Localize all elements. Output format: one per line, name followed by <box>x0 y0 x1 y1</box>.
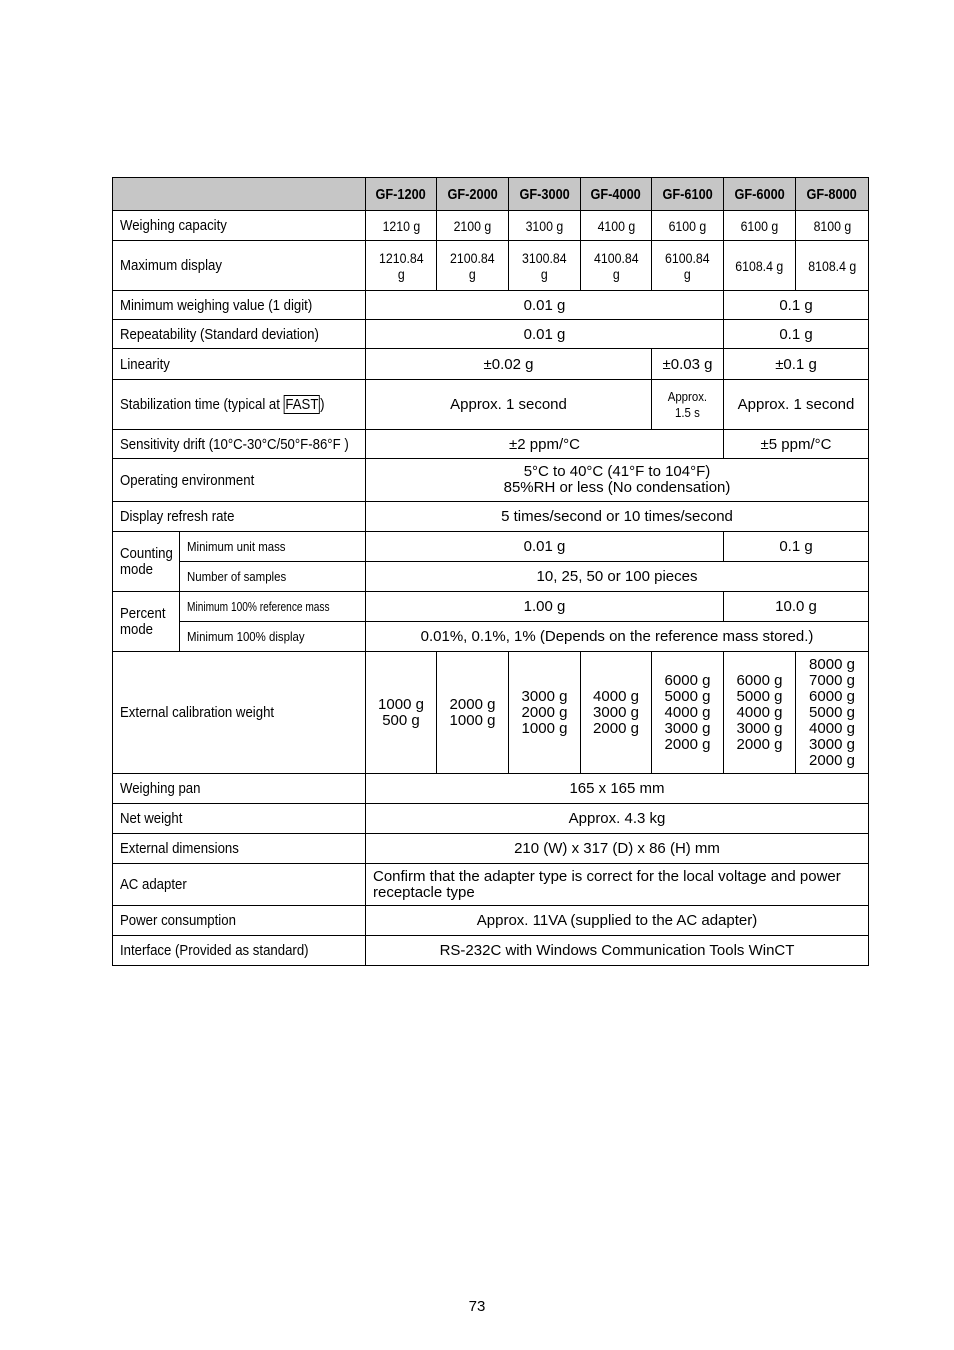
row-percent-ref-mass <box>113 592 869 622</box>
row-label: Minimum 100% display <box>180 622 366 652</box>
cell-value: 8108.4 g <box>796 241 869 291</box>
cell-value: 8000 g 7000 g 6000 g 5000 g 4000 g 3000 g 2000 g <box>796 652 869 774</box>
row-label: AC adapter <box>113 864 366 906</box>
row-calibration-weight <box>113 652 869 774</box>
row-label: Power consumption <box>113 906 366 936</box>
cell-value: Approx. 1.5 s <box>652 380 724 430</box>
model-header: GF-3000 <box>509 178 581 211</box>
cell-value: 0.1 g <box>724 532 869 562</box>
cell-value: Confirm that the adapter type is correct for the local voltage and power receptacle type <box>366 864 869 906</box>
cell-value: 0.01 g <box>366 320 724 349</box>
cell-value: 4100.84 g <box>581 241 652 291</box>
cell-value: 2000 g 1000 g <box>437 652 509 774</box>
cell-value: 165 x 165 mm <box>366 774 869 804</box>
cell-value: 0.01 g <box>366 291 724 320</box>
row-repeatability <box>113 320 869 349</box>
cell-value: 2100 g <box>437 211 509 241</box>
cell-value: 1210.84 g <box>366 241 437 291</box>
cell-value: ±2 ppm/°C <box>366 430 724 459</box>
row-weighing-capacity <box>113 211 869 241</box>
row-label: Net weight <box>113 804 366 834</box>
row-refresh-rate <box>113 502 869 532</box>
cell-value: 6000 g 5000 g 4000 g 3000 g 2000 g <box>652 652 724 774</box>
row-label: External dimensions <box>113 834 366 864</box>
row-counting-min-unit <box>113 532 869 562</box>
row-label: Operating environment <box>113 459 366 502</box>
row-weighing-pan <box>113 774 869 804</box>
row-label: Stabilization time (typical at FAST ) <box>113 380 366 430</box>
row-external-dimensions <box>113 834 869 864</box>
cell-value: 10.0 g <box>724 592 869 622</box>
cell-value: 1.00 g <box>366 592 724 622</box>
header-blank <box>113 178 366 211</box>
row-label: Interface (Provided as standard) <box>113 936 366 966</box>
row-linearity <box>113 349 869 380</box>
cell-value: Approx. 4.3 kg <box>366 804 869 834</box>
row-maximum-display <box>113 241 869 291</box>
row-label: Minimum weighing value (1 digit) <box>113 291 366 320</box>
row-power-consumption <box>113 906 869 936</box>
cell-value: 1000 g 500 g <box>366 652 437 774</box>
cell-value: Approx. 11VA (supplied to the AC adapter) <box>366 906 869 936</box>
cell-value: 210 (W) x 317 (D) x 86 (H) mm <box>366 834 869 864</box>
cell-value: 5°C to 40°C (41°F to 104°F) 85%RH or less (No condensation) <box>366 459 869 502</box>
cell-value: 5 times/second or 10 times/second <box>366 502 869 532</box>
group-label: Counting mode <box>113 532 180 592</box>
row-percent-display <box>113 622 869 652</box>
row-label: Repeatability (Standard deviation) <box>113 320 366 349</box>
row-net-weight <box>113 804 869 834</box>
group-label: Percent mode <box>113 592 180 652</box>
page-number: 73 <box>468 1298 486 1315</box>
cell-value: 6100.84 g <box>652 241 724 291</box>
cell-value: 4100 g <box>581 211 652 241</box>
cell-value: RS-232C with Windows Communication Tools WinCT <box>366 936 869 966</box>
row-ac-adapter <box>113 864 869 906</box>
header-row <box>113 178 869 211</box>
cell-value: Approx. 1 second <box>366 380 652 430</box>
model-header: GF-4000 <box>581 178 652 211</box>
model-header: GF-8000 <box>796 178 869 211</box>
model-header: GF-6000 <box>724 178 796 211</box>
row-minimum-weighing <box>113 291 869 320</box>
cell-value: 3100.84 g <box>509 241 581 291</box>
row-label: External calibration weight <box>113 652 366 774</box>
row-label: Sensitivity drift (10°C-30°C/50°F-86°F ) <box>113 430 366 459</box>
cell-value: 6000 g 5000 g 4000 g 3000 g 2000 g <box>724 652 796 774</box>
cell-value: 6100 g <box>724 211 796 241</box>
row-interface <box>113 936 869 966</box>
cell-value: 3100 g <box>509 211 581 241</box>
cell-value: ±0.02 g <box>366 349 652 380</box>
row-label: Weighing pan <box>113 774 366 804</box>
row-label: Display refresh rate <box>113 502 366 532</box>
cell-value: 0.01%, 0.1%, 1% (Depends on the reference mass stored.) <box>366 622 869 652</box>
cell-value: 6108.4 g <box>724 241 796 291</box>
specification-table <box>112 177 869 966</box>
cell-value: ±0.1 g <box>724 349 869 380</box>
cell-value: Approx. 1 second <box>724 380 869 430</box>
row-label: Minimum 100% reference mass <box>180 592 366 622</box>
row-sensitivity-drift <box>113 430 869 459</box>
cell-value: 3000 g 2000 g 1000 g <box>509 652 581 774</box>
model-header: GF-1200 <box>366 178 437 211</box>
cell-value: 4000 g 3000 g 2000 g <box>581 652 652 774</box>
row-label: Number of samples <box>180 562 366 592</box>
cell-value: 0.1 g <box>724 320 869 349</box>
cell-value: 8100 g <box>796 211 869 241</box>
row-operating-environment <box>113 459 869 502</box>
row-label: Minimum unit mass <box>180 532 366 562</box>
cell-value: 0.01 g <box>366 532 724 562</box>
row-label: Weighing capacity <box>113 211 366 241</box>
row-label: Linearity <box>113 349 366 380</box>
cell-value: 0.1 g <box>724 291 869 320</box>
cell-value: ±0.03 g <box>652 349 724 380</box>
cell-value: 6100 g <box>652 211 724 241</box>
cell-value: ±5 ppm/°C <box>724 430 869 459</box>
model-header: GF-2000 <box>437 178 509 211</box>
row-stabilization <box>113 380 869 430</box>
cell-value: 2100.84 g <box>437 241 509 291</box>
cell-value: 1210 g <box>366 211 437 241</box>
row-label: Maximum display <box>113 241 366 291</box>
cell-value: 10, 25, 50 or 100 pieces <box>366 562 869 592</box>
fast-mode-label: FAST <box>285 396 319 413</box>
model-header: GF-6100 <box>652 178 724 211</box>
row-counting-samples <box>113 562 869 592</box>
